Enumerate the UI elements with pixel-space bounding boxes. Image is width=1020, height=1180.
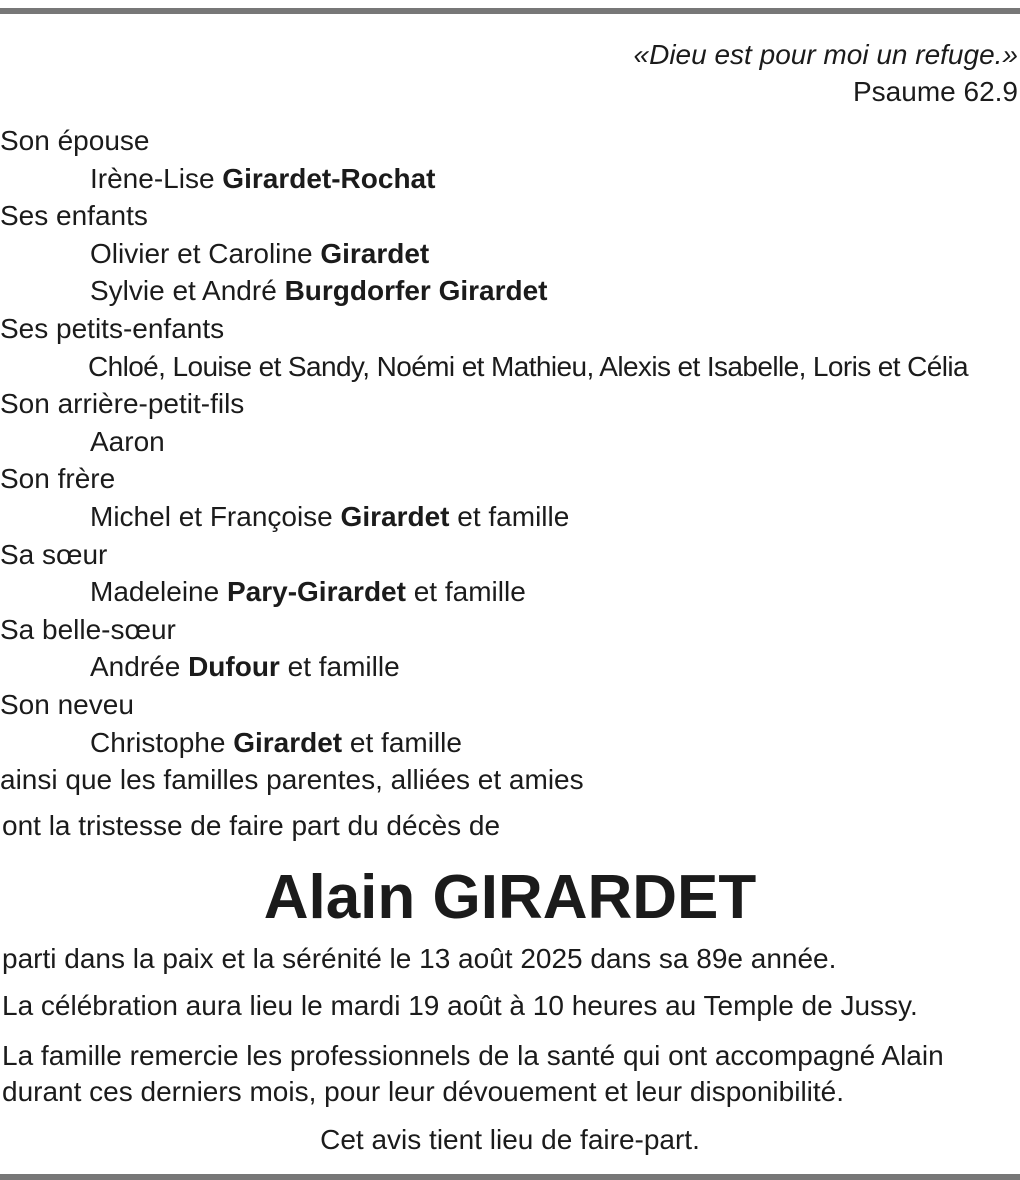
top-rule xyxy=(0,8,1020,14)
family-member: Chloé, Louise et Sandy, Noémi et Mathieu, Alexis et Isabelle, Loris et Célia xyxy=(88,350,968,382)
family-list xyxy=(0,122,1020,799)
thanks-line-2: durant ces derniers mois, pour leur dévouement et leur disponibilité. xyxy=(2,1076,845,1107)
scripture-quote xyxy=(634,36,1018,110)
announcement-line: ont la tristesse de faire part du décès de xyxy=(2,810,501,841)
family-member: Michel et Françoise Girardet et famille xyxy=(90,500,570,532)
family-member: Sylvie et André Burgdorfer Girardet xyxy=(90,275,548,307)
relation-label: Sa belle-sœur xyxy=(0,613,176,645)
notice-line: Cet avis tient lieu de faire-part. xyxy=(320,1124,700,1155)
bottom-rule xyxy=(0,1174,1020,1180)
relation-label: Son neveu xyxy=(0,688,134,720)
ceremony-line: La célébration aura lieu le mardi 19 août à 10 heures au Temple de Jussy. xyxy=(2,990,918,1021)
relation-label: Son épouse xyxy=(0,125,150,156)
relation-label: Sa sœur xyxy=(0,538,108,570)
family-member: Olivier et Caroline Girardet xyxy=(90,237,430,269)
relation-label: Son frère xyxy=(0,463,116,495)
family-member: Madeleine Pary-Girardet et famille xyxy=(90,576,526,608)
family-member: Andrée Dufour et famille xyxy=(90,651,400,683)
relation-label: Ses petits-enfants xyxy=(0,312,225,344)
passing-line: parti dans la paix et la sérénité le 13 août 2025 dans sa 89e année. xyxy=(2,943,837,974)
family-member: Christophe Girardet et famille xyxy=(90,726,462,758)
deceased-name: Alain GIRARDET xyxy=(263,863,757,932)
quote-text: «Dieu est pour moi un refuge.» xyxy=(633,39,1018,70)
family-member: Irène-Lise Girardet-Rochat xyxy=(90,162,436,194)
relation-label: Ses enfants xyxy=(0,200,148,232)
thanks-line-1: La famille remercie les professionnels de la santé qui ont accompagné Alain xyxy=(2,1040,944,1071)
quote-reference: Psaume 62.9 xyxy=(853,76,1018,107)
family-member: Aaron xyxy=(90,425,165,457)
closing-family-line: ainsi que les familles parentes, alliées et amies xyxy=(0,764,584,796)
relation-label: Son arrière-petit-fils xyxy=(0,388,245,420)
